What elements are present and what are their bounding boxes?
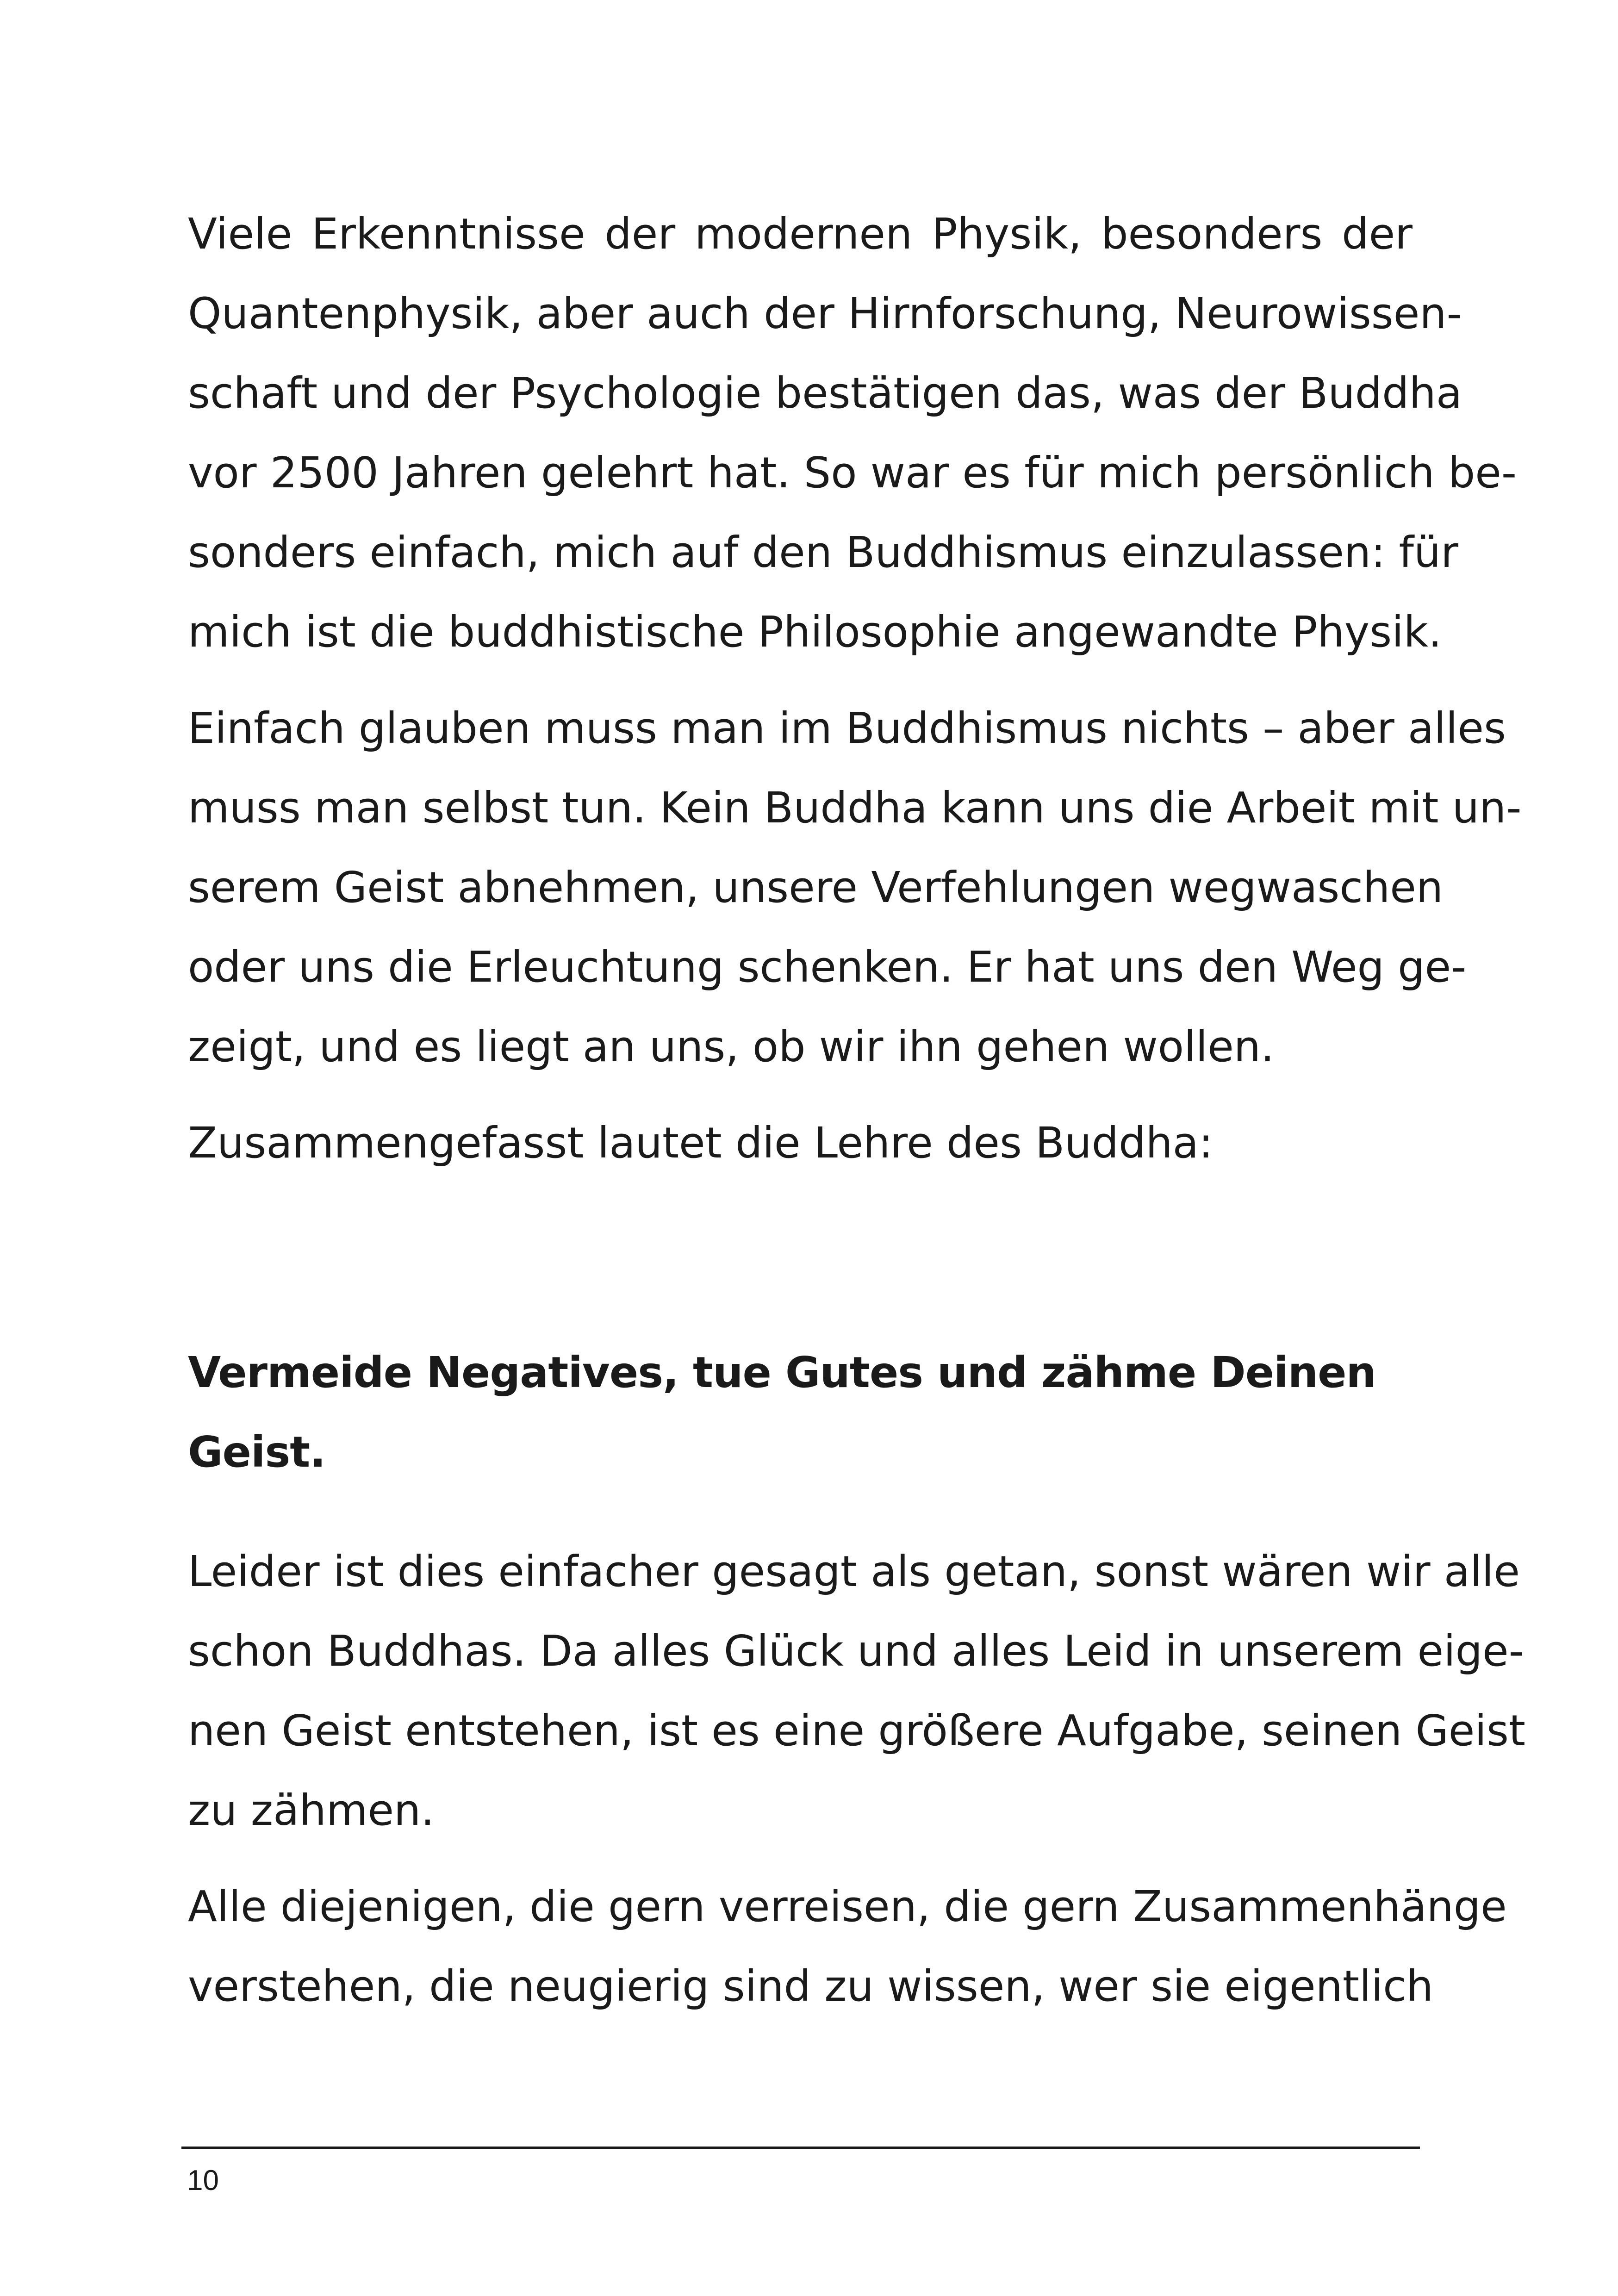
paragraph-travel: [188, 1867, 1507, 2026]
paragraph-mind: [188, 1532, 1525, 1850]
text-line: Quantenphysik, aber auch der Hirnforschung, Neurowissen-: [188, 289, 1462, 338]
text-line: Zusammengefasst lautet die Lehre des Buddha:: [188, 1118, 1214, 1168]
text-line: schaft und der Psychologie bestätigen das, was der Buddha: [188, 368, 1462, 418]
paragraph-physics: [188, 194, 1517, 672]
text-line: vor 2500 Jahren gelehrt hat. So war es für mich persönlich be-: [188, 448, 1517, 498]
text-line: Einfach glauben muss man im Buddhismus nichts – aber alles: [188, 703, 1506, 753]
text-line: nen Geist entstehen, ist es eine größere Aufgabe, seinen Geist: [188, 1706, 1525, 1755]
text-line: Viele Erkenntnisse der modernen Physik, besonders der: [188, 209, 1413, 259]
paragraph-belief: [188, 689, 1522, 1087]
text-line: Leider ist dies einfacher gesagt als getan, sonst wären wir alle: [188, 1547, 1520, 1596]
text-line: mich ist die buddhistische Philosophie angewandte Physik.: [188, 607, 1442, 657]
paragraph-summary-intro: [188, 1103, 1413, 1183]
body-text-bottom: [188, 1532, 1525, 2043]
text-line: sonders einfach, mich auf den Buddhismus einzulassen: für: [188, 528, 1458, 577]
text-line: muss man selbst tun. Kein Buddha kann uns die Arbeit mit un-: [188, 783, 1522, 833]
text-line: verstehen, die neugierig sind zu wissen, wer sie eigentlich: [188, 1961, 1433, 2011]
text-line: zu zähmen.: [188, 1786, 435, 1835]
text-line: oder uns die Erleuchtung schenken. Er hat uns den Weg ge-: [188, 942, 1467, 992]
text-line: zeigt, und es liegt an uns, ob wir ihn gehen wollen.: [188, 1022, 1275, 1071]
text-line: serem Geist abnehmen, unsere Verfehlungen wegwaschen: [188, 863, 1444, 912]
footer-rule: [181, 2147, 1420, 2149]
text-line: schon Buddhas. Da alles Glück und alles Leid in unserem eige-: [188, 1626, 1524, 1676]
body-text-top: [188, 194, 1522, 1200]
text-line: Alle diejenigen, die gern verreisen, die gern Zusammenhänge: [188, 1882, 1507, 1931]
teaching-heading: Vermeide Negatives, tue Gutes und zähme Deinen Geist.: [188, 1348, 1376, 1477]
page-number: 10: [187, 2165, 219, 2196]
